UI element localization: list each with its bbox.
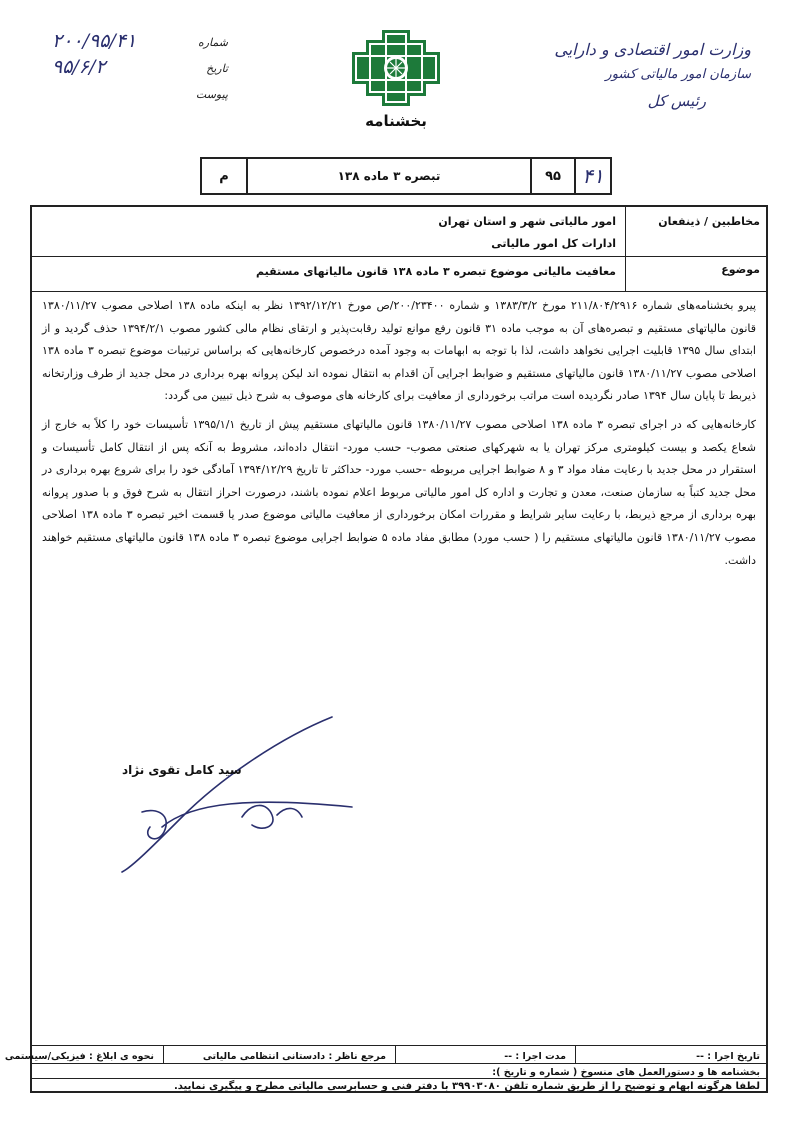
cancelled-circulars: بخشنامه ها و دستورالعمل های منسوخ ( شماره و تاریخ ): bbox=[492, 1067, 760, 1078]
divider bbox=[575, 1045, 576, 1063]
reference-suffix: م bbox=[219, 168, 229, 184]
organization-name: سازمان امور مالیاتی کشور bbox=[605, 67, 751, 82]
contact-note: لطفا هرگونه ابهام و توضیح را از طریق شماره تلفن ۳۹۹۰۳۰۸۰ با دفتر فنی و حسابرسی مالیاتی مطرح و پیگیری نمایید. bbox=[173, 1081, 760, 1092]
number-label: شماره bbox=[197, 36, 228, 49]
subject-text: معافیت مالیاتی موضوع تبصره ۳ ماده ۱۳۸ قانون مالیاتهای مستقیم bbox=[256, 265, 616, 278]
date-label: تاریخ bbox=[206, 62, 228, 75]
divider bbox=[32, 1045, 766, 1046]
execution-date: تاریخ اجرا : -- bbox=[696, 1051, 760, 1062]
recipients-line-2: ادارات کل امور مالیاتی bbox=[491, 237, 616, 250]
tax-organization-logo bbox=[352, 30, 440, 106]
divider bbox=[32, 256, 766, 257]
divider bbox=[395, 1045, 396, 1063]
role-title: رئیس کل bbox=[647, 92, 706, 110]
reference-strip bbox=[200, 157, 612, 195]
divider bbox=[163, 1045, 164, 1063]
document-meta bbox=[38, 30, 238, 108]
divider bbox=[32, 1078, 766, 1079]
reference-year: ۹۵ bbox=[530, 159, 574, 193]
reference-number: ۴۱ bbox=[574, 159, 610, 193]
ministry-name: وزارت امور اقتصادی و دارایی bbox=[554, 40, 751, 59]
divider bbox=[32, 1063, 766, 1064]
date-value: ۹۵/۶/۲ bbox=[52, 56, 106, 78]
recipients-line-1: امور مالیاتی شهر و استان تهران bbox=[438, 215, 616, 228]
number-value: ۲۰۰/۹۵/۴۱ bbox=[52, 30, 137, 52]
paragraph: کارخانه‌هایی که در اجرای تبصره ۳ ماده ۱۳۸ اصلاحی مصوب ۱۳۸۰/۱۱/۲۷ قانون مالیاتهای مستقیم پیش از تاریخ ۱۳۹۵/۱/۱ تأسیسات خود را کلاً به خارج از شعاع یکصد و بیست کیلومتری مرکز تهران یا به شهرکهای صنعتی مصوب- حسب مورد- انتقال داده‌اند، مشروط به آنکه پس از انتقال کامل تأسیسات و استقرار در محل جدید با رعایت مفاد مواد ۳ و ۸ ضوابط اجرایی مربوطه -حسب مورد- حداکثر تا تاریخ ۱۳۹۴/۱۲/۲۹ آمادگی خود را برای شروع بهره برداری در محل جدید کتباً به سازمان صنعت، معدن و تجارت و اداره کل امور مالیاتی مربوط اعلام نموده باشند، درصورت احراز انتقال به شرح فوق و با صدور پروانه بهره برداری از مرجع ذیربط، با رعایت سایر شرایط و مقررات امکان برخورداری از معافیت مالیاتی موضوع صدر یا قسمت اخیر تبصره ۳ ماده ۱۳۸ اصلاحی مصوب ۱۳۸۰/۱۱/۲۷ قانون مالیاتهای مستقیم را ( حسب مورد) مطابق مفاد ماده ۵ ضوابط اجرایی موضوع تبصره ۳ ماده ۱۳۸ قانون مالیاتهای مستقیم خواهند داشت. bbox=[42, 417, 756, 567]
signature-mark bbox=[102, 707, 382, 877]
reference-subject: تبصره ۳ ماده ۱۳۸ bbox=[246, 159, 530, 193]
divider bbox=[625, 207, 626, 291]
attachment-label: پیوست bbox=[195, 88, 228, 101]
execution-period: مدت اجرا : -- bbox=[504, 1051, 566, 1062]
divider bbox=[32, 291, 766, 292]
document-body-frame bbox=[4, 205, 768, 1093]
letterhead bbox=[531, 40, 751, 110]
supervisory-authority: مرجع ناظر : دادستانی انتظامی مالیاتی bbox=[202, 1051, 386, 1062]
recipients-label: مخاطبین / ذینفعان bbox=[658, 215, 760, 228]
body-text bbox=[42, 295, 756, 578]
subject-label: موضوع bbox=[721, 263, 760, 276]
document-type: بخشنامه bbox=[365, 112, 427, 130]
signatory-name: سید کامل تقوی نژاد bbox=[122, 763, 242, 777]
notification-method: نحوه ی ابلاغ : فیزیکی/سیستمی bbox=[4, 1051, 154, 1062]
paragraph: پیرو بخشنامه‌های شماره ۲۱۱/۸۰۴/۲۹۱۶ مورخ ۱۳۸۳/۳/۲ و شماره ۲۰۰/۲۳۴۰۰/ص مورخ ۱۳۹۲/۱۲/۲۱ نظر به اینکه ماده ۱۳۸ اصلاحی مصوب ۱۳۸۰/۱۱/۲۷ قانون مالیاتهای مستقیم و تبصره‌های آن به موجب ماده ۳۱ قانون رفع موانع تولید رقابت‌پذیر و ارتقای نظام مالی کشور مصوب ۱۳۹۴/۲/۱ حذف گردید و از ابتدای سال ۱۳۹۵ قابلیت اجرایی نخواهد داشت، لذا با توجه به ابهامات به وجود آمده درخصوص کارخانه‌هایی که براساس ترتیبات موضوع تبصره ۳ ماده ۱۳۸ اصلاحی مصوب ۱۳۸۰/۱۱/۲۷ قانون مالیاتهای مستقیم و ضوابط اجرایی آن اقدام به انتقال نموده اند لیکن پروانه بهره برداری در محل جدید از طرف وزارتخانه ذیربط تا پایان سال ۱۳۹۴ صادر نگردیده است مراتب برخورداری از معافیت برای کارخانه های موصوف به شرح ذیل تبیین می گردد: bbox=[42, 299, 757, 403]
